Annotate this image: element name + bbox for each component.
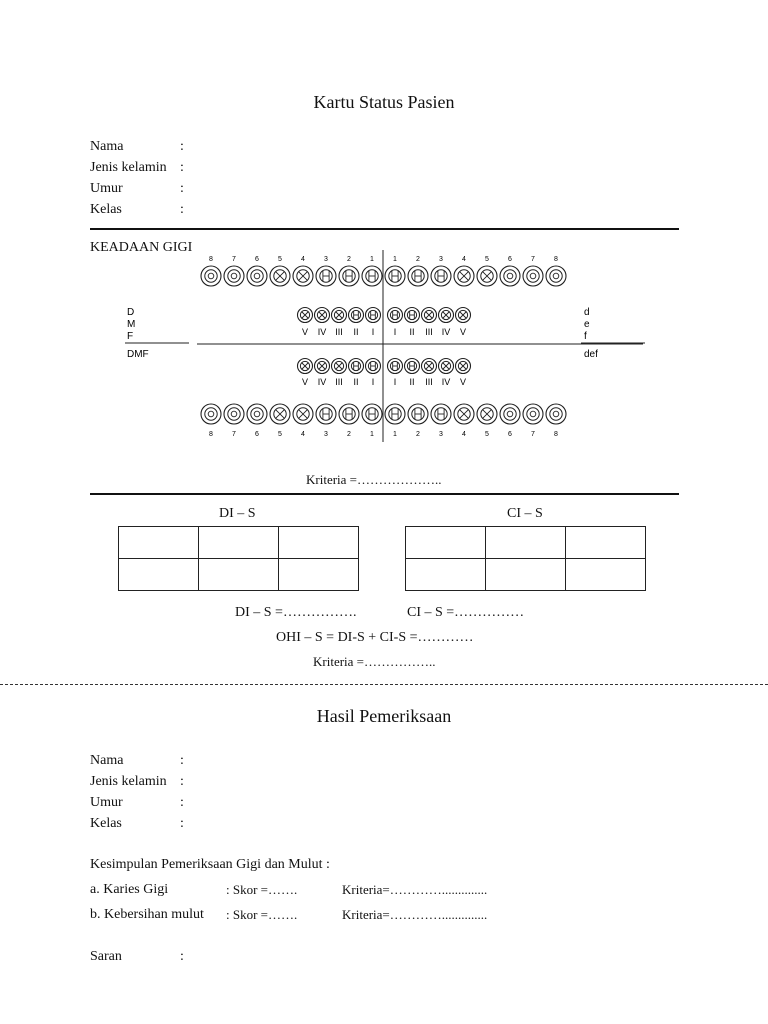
tooth-roman-upper: V: [459, 327, 467, 337]
hygiene-score: : Skor =…….: [226, 907, 298, 922]
tooth-primary-upper: [298, 308, 313, 323]
tooth-number-lower: 4: [462, 431, 466, 438]
table-cell[interactable]: [279, 559, 359, 591]
tooth-number-lower: 1: [393, 431, 397, 438]
tooth-permanent-upper: [477, 266, 497, 286]
tooth-primary-lower: [315, 359, 330, 374]
result-label-kelas: Kelas: [90, 816, 122, 831]
tooth-permanent-lower: [408, 404, 428, 424]
tooth-primary-lower: [349, 359, 364, 374]
tooth-permanent-lower: [523, 404, 543, 424]
tooth-number-upper: 3: [324, 256, 328, 263]
tooth-permanent-upper: [270, 266, 290, 286]
tooth-permanent-upper: [339, 266, 359, 286]
saran-label: Saran: [90, 949, 122, 964]
tooth-roman-lower: IV: [317, 377, 327, 387]
tooth-permanent-lower: [477, 404, 497, 424]
table-row: [119, 527, 359, 559]
table-cell[interactable]: [566, 559, 646, 591]
tooth-permanent-lower: [224, 404, 244, 424]
tooth-roman-lower: II: [409, 377, 415, 387]
ohi-s-formula: OHI – S = DI-S + CI-S =…………: [276, 630, 474, 645]
tooth-number-upper: 2: [416, 256, 420, 263]
tooth-primary-upper: [422, 308, 437, 323]
page-title: Kartu Status Pasien: [313, 92, 455, 112]
tooth-permanent-lower: [339, 404, 359, 424]
result-label-jenis-kelamin: Jenis kelamin: [90, 774, 167, 789]
tooth-number-lower: 3: [439, 431, 443, 438]
di-s-value: DI – S =…………….: [235, 605, 357, 620]
tooth-permanent-upper: [454, 266, 474, 286]
tooth-number-upper: 3: [439, 256, 443, 263]
table-cell[interactable]: [486, 559, 566, 591]
ci-s-value: CI – S =……………: [407, 605, 525, 620]
tooth-number-upper: 5: [485, 256, 489, 263]
kriteria-ohi: Kriteria =……………..: [313, 654, 436, 669]
tooth-permanent-lower: [201, 404, 221, 424]
tooth-permanent-upper: [408, 266, 428, 286]
tooth-permanent-upper: [500, 266, 520, 286]
tooth-permanent-upper: [247, 266, 267, 286]
tooth-roman-upper: IV: [317, 327, 327, 337]
tooth-roman-upper: I: [393, 327, 397, 337]
tooth-roman-lower: II: [353, 377, 359, 387]
tooth-primary-lower: [332, 359, 347, 374]
tooth-roman-lower: III: [335, 377, 343, 387]
teeth-section-heading: KEADAAN GIGI: [90, 240, 193, 255]
tooth-primary-lower: [456, 359, 471, 374]
label-d-small: d: [584, 307, 590, 318]
tooth-roman-lower: I: [393, 377, 397, 387]
label-m: M: [127, 319, 136, 330]
result-label-umur: Umur: [90, 795, 123, 810]
tooth-permanent-upper: [546, 266, 566, 286]
tooth-permanent-lower: [293, 404, 313, 424]
label-f-small: f: [584, 331, 587, 342]
field-label-jenis-kelamin: Jenis kelamin: [90, 160, 167, 175]
tooth-primary-upper: [366, 308, 381, 323]
tooth-primary-lower: [422, 359, 437, 374]
di-s-heading: DI – S: [219, 506, 256, 521]
tooth-primary-upper: [388, 308, 403, 323]
tooth-number-lower: 7: [531, 431, 535, 438]
tooth-number-upper: 4: [462, 256, 466, 263]
tooth-number-lower: 6: [255, 431, 259, 438]
tooth-primary-upper: [315, 308, 330, 323]
tooth-primary-upper: [349, 308, 364, 323]
tooth-permanent-upper: [293, 266, 313, 286]
tooth-permanent-lower: [362, 404, 382, 424]
tooth-number-upper: 2: [347, 256, 351, 263]
tooth-roman-upper: V: [301, 327, 309, 337]
tooth-number-upper: 1: [393, 256, 397, 263]
label-e-small: e: [584, 319, 590, 330]
caries-criteria: Kriteria=…………..............: [342, 882, 488, 897]
field-sep: :: [180, 753, 184, 768]
conclusion-heading: Kesimpulan Pemeriksaan Gigi dan Mulut :: [90, 857, 330, 872]
di-s-table: [118, 526, 359, 591]
ci-s-table: [405, 526, 646, 591]
tooth-permanent-upper: [224, 266, 244, 286]
tooth-number-upper: 7: [232, 256, 236, 263]
table-cell[interactable]: [119, 559, 199, 591]
tooth-number-upper: 6: [508, 256, 512, 263]
tooth-primary-lower: [298, 359, 313, 374]
tooth-number-lower: 6: [508, 431, 512, 438]
tooth-primary-lower: [439, 359, 454, 374]
tooth-number-lower: 3: [324, 431, 328, 438]
tooth-number-lower: 1: [370, 431, 374, 438]
tooth-permanent-upper: [201, 266, 221, 286]
table-cell[interactable]: [566, 527, 646, 559]
field-label-kelas: Kelas: [90, 202, 122, 217]
odontogram-chart: [115, 246, 665, 458]
field-label-nama: Nama: [90, 139, 124, 154]
tooth-number-upper: 8: [554, 256, 558, 263]
result-label-nama: Nama: [90, 753, 124, 768]
tooth-number-lower: 5: [485, 431, 489, 438]
table-cell[interactable]: [406, 559, 486, 591]
field-sep: :: [180, 774, 184, 789]
tooth-number-lower: 7: [232, 431, 236, 438]
tooth-roman-lower: IV: [441, 377, 451, 387]
tooth-primary-upper: [332, 308, 347, 323]
label-def: def: [584, 349, 598, 360]
tooth-permanent-upper: [362, 266, 382, 286]
kriteria-caries: Kriteria =………………..: [306, 472, 442, 487]
field-sep: :: [180, 160, 184, 175]
tooth-primary-upper: [405, 308, 420, 323]
tooth-permanent-upper: [523, 266, 543, 286]
tooth-permanent-lower: [270, 404, 290, 424]
hygiene-criteria: Kriteria=…………..............: [342, 907, 488, 922]
caries-score: : Skor =…….: [226, 882, 298, 897]
tooth-number-lower: 5: [278, 431, 282, 438]
table-cell[interactable]: [486, 527, 566, 559]
tooth-permanent-lower: [316, 404, 336, 424]
tooth-permanent-lower: [546, 404, 566, 424]
table-cell[interactable]: [406, 527, 486, 559]
table-cell[interactable]: [199, 527, 279, 559]
table-row: [119, 559, 359, 591]
tooth-primary-upper: [439, 308, 454, 323]
tooth-roman-lower: III: [425, 377, 433, 387]
tooth-permanent-lower: [431, 404, 451, 424]
tooth-roman-lower: V: [459, 377, 467, 387]
table-cell[interactable]: [119, 527, 199, 559]
field-label-umur: Umur: [90, 181, 123, 196]
tooth-permanent-upper: [431, 266, 451, 286]
tooth-number-upper: 6: [255, 256, 259, 263]
hygiene-label: b. Kebersihan mulut: [90, 907, 204, 922]
tooth-number-lower: 2: [347, 431, 351, 438]
tooth-number-lower: 8: [209, 431, 213, 438]
tooth-roman-upper: III: [335, 327, 343, 337]
tooth-number-upper: 5: [278, 256, 282, 263]
table-row: [406, 559, 646, 591]
tooth-roman-upper: III: [425, 327, 433, 337]
tooth-roman-upper: II: [353, 327, 359, 337]
caries-label: a. Karies Gigi: [90, 882, 169, 897]
tooth-permanent-lower: [247, 404, 267, 424]
cut-line: [0, 684, 768, 685]
tooth-permanent-lower: [500, 404, 520, 424]
field-sep: :: [180, 181, 184, 196]
tooth-primary-lower: [388, 359, 403, 374]
ci-s-heading: CI – S: [507, 506, 543, 521]
tooth-number-upper: 8: [209, 256, 213, 263]
table-cell[interactable]: [199, 559, 279, 591]
tooth-permanent-lower: [385, 404, 405, 424]
field-sep: :: [180, 795, 184, 810]
label-f: F: [127, 331, 134, 342]
section-divider: [90, 493, 679, 495]
table-cell[interactable]: [279, 527, 359, 559]
tooth-number-upper: 7: [531, 256, 535, 263]
tooth-primary-lower: [405, 359, 420, 374]
tooth-number-lower: 2: [416, 431, 420, 438]
tooth-roman-upper: I: [371, 327, 375, 337]
tooth-permanent-lower: [454, 404, 474, 424]
label-d: D: [127, 307, 135, 318]
section-divider: [90, 228, 679, 230]
field-sep: :: [180, 949, 184, 964]
tooth-number-lower: 8: [554, 431, 558, 438]
tooth-permanent-upper: [385, 266, 405, 286]
tooth-roman-upper: II: [409, 327, 415, 337]
tooth-primary-lower: [366, 359, 381, 374]
field-sep: :: [180, 139, 184, 154]
tooth-roman-lower: I: [371, 377, 375, 387]
tooth-roman-lower: V: [301, 377, 309, 387]
field-sep: :: [180, 202, 184, 217]
label-dmf: DMF: [127, 349, 149, 360]
tooth-number-lower: 4: [301, 431, 305, 438]
field-sep: :: [180, 816, 184, 831]
tooth-primary-upper: [456, 308, 471, 323]
table-row: [406, 527, 646, 559]
tooth-number-upper: 4: [301, 256, 305, 263]
result-title: Hasil Pemeriksaan: [316, 706, 452, 726]
tooth-roman-upper: IV: [441, 327, 451, 337]
tooth-number-upper: 1: [370, 256, 374, 263]
tooth-permanent-upper: [316, 266, 336, 286]
